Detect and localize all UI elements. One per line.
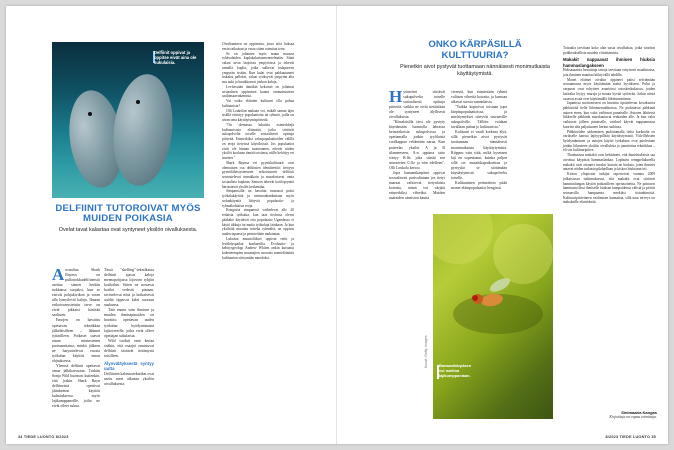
dolphin-eye bbox=[136, 100, 140, 104]
dolphin-photo bbox=[52, 42, 204, 198]
paragraph: Simpanssilla on havaittu runsaasti paitsi työkalukäyttöä ja ravinnonhankintaan myös sodankäyntiä liittyviä populaatio- ja ryhmäkohtaisia eroja. bbox=[222, 189, 294, 208]
paragraph: "Kiinalaisilla tiesi ole pystyty käyttämään luonnolla labrassa keinotekoisia sukupolvissa ja opettamalla jonkin tyylilaisiä vatilkappaa veldenään narua. Kun paiseelas yksilöt A ja B tilanneeseen, A:n oppima taito siirtyy B:lle, joka siirtää sen seuraavien C:lle ja niin edelleen", Olli Loukola kertoo. bbox=[389, 120, 445, 170]
paragraph: Tässä "shelling"-tekniikassa delfiinit ajavat kaloja meenopohjassa lojuvien tyhjiin kotiloihin. Sitten ne nostavat kotilot vedestä pintaan, ravistelevat niitä ja hotkaisevat sisältä tippuvat kalat suoraan suuhunsa. bbox=[104, 268, 154, 308]
paragraph: Wild toidisti emä kertaa sitäkin, että osaajat onnistuvat delfiinit siirtävät tietämystä toisilleen. bbox=[104, 338, 154, 358]
paragraph: Kioton yliopiston tutkijat raportoivat vuonna 2009 julkaistussa tutkimuksessa, että makakit ovat siirtävät hammaslangan käytön poikasilleen opetusotteitta. Ne painuvat hammasta lässi ihmiselle hiuksen hampaidensa välistä ja pitivät seuraavilla hampaansa merkiksi tiotunkimisiä. Kulttuuripiirteineen vaalimisen kannattaa, sillä naut terveys on makakeille elintärkeää. bbox=[563, 172, 655, 205]
fly-wing bbox=[488, 275, 512, 294]
page-folio-right: 8/2023 TIEDE LUONTO 35 bbox=[605, 435, 656, 439]
author-role: Kirjoittaja on vapaa toimittaja. bbox=[609, 415, 657, 419]
article-deck: Pienetkin aivot pystyvät tuottamaan nännäisesti monimutkaista käyttäytymistä. bbox=[400, 64, 550, 77]
photo-caption: Delfiinit oppivat ja oppitse eivät aina ole sukulaisia. bbox=[154, 50, 197, 66]
paragraph: Toisaalta tarvitaan koko alan uusia oivalluksia, jotka vaativat poikkeuksellisia muiden viitoittamista. bbox=[563, 46, 655, 55]
text-column-2 bbox=[451, 90, 507, 191]
subheading: Älynväläyksestä syntyy uutta bbox=[104, 360, 154, 372]
paragraph: "Vaikka kopioivat toistaan jopa kärpäspopulaatioissa, ja mielitymykset siirtyvät seuraaville sukupolville. Tällöin voidaan tavallaan puhua jo kulttuurista." bbox=[451, 105, 507, 130]
article-title: DELFIINIT TUTOROIVAT MYÖS MUIDEN POIKASIA bbox=[55, 203, 201, 225]
left-page bbox=[6, 6, 337, 444]
paragraph: Kulttuuri ei vaadi korkeaa älyä, sillä pienetkin aivot pystyvät tuottamaan nännäisesti monimutkaista käyttäytymistä. Riippuu vain siitä, miltä kyseinen laji on sopeutunut, kuinka paljon sillä on mutatiikapaikoettua ja pystyykö se siirtämään käyttäytymistä sukupolvelta toiselle. bbox=[451, 130, 507, 180]
paragraph: Kongossa simpanssit vaihtelevat alle 20 erilaista työkalua, kun taas tiedossa olevat pääkäkö käyttävät eria populaatio Ugandassa ei käytä tikkuja tai muita työkaluja lainkaan. Ja kun yksilöitä muuttaa toiselta ryhmältä, ne oppivat uuden tapansa ja perinteitään mukanaan. bbox=[222, 208, 294, 236]
paragraph: Se on joltainen myös muun muassa ryhävalaiden kuplakalastusmenetelmään. Siinä valaat uivat laajoissa ympyröissä ja tekevät samalla kuplia, jotka sulkevat kalaparven ympyrän sisään. Kun kalat ovat pakkautuneet tiukaksi palloksi, valaat syöksyvät ympyrän alta suu auki ja hauikkaavat joukon kaloja. bbox=[222, 51, 294, 84]
paragraph: Olli Loukolan mukaan voi, mikäli saman lajin sisällä esiintyy populaatioita tai ryhmiä, joilla on aivan oma käyttäytymispiirteitä. bbox=[222, 108, 294, 122]
paragraph: Thaimaassa makakit ovat kehitäneet, että ihmishiuksista saa oivottua käypäsiä hammaslankaa. Lopburin temppelialueella makakit ovat ottaneet tavaksi koirata ne hiuksia, joten ihmiset antavat niiden tutkusta pikdaellaan ja kiskoa hiuksiaan irti. bbox=[563, 153, 655, 172]
paragraph: "On olemassa lukuisia esimerkkejä kulttuurisista eläimistä, jotka siirtävät sukupolvelta toiselle sosiaalisesti opittuja piirteitä. Esimerkiksi valaspopulaatioiden välillä on eroja tietyissä käytöksissä. Jos populaatiot eivät ole hinnan tuotetannen, ettevät niiden yksilöt kookaan tömää toisiinsa, niille kehittyy eri murteet." bbox=[222, 122, 294, 160]
photo-credit: Kuvat: Getty Images bbox=[424, 335, 428, 368]
article-title: ONKO KÄRPÄSILLÄ KULTTUURIA? bbox=[428, 39, 522, 61]
paragraph: ustralian Shark Baynsa on pullonokkadelfiineistä asettaa sienen herkän nokkansa suojaksi, kun se etsivät pohjakivikon ja soran alla lymyileviä kaloja. Ilmaan erikoisvarusteisiin tarve on eivät pikkaisi käsittää saalisten. bbox=[52, 268, 100, 318]
paragraph: Yleensä delfiinit opettavat omaa jälkikasvuaan. Turkiin Sonja Wild huomasi kuitenkin, että joskin Shark Bayn delfiineistä opettivat jätinkeinon käyttöä kalastuksessa myös lajikumppaneille, joilta ne eivät olleet sukua. bbox=[52, 363, 100, 409]
drop-cap: A bbox=[52, 265, 65, 284]
paragraph: Emojen on havaittu opettavan tekniikkaa jälkeläisilleen – lähinnä tyttärilleen. Poikaset saavat oman mininsienen parisuuntiaina, minkä jälkeen ne harjoittelevat vuosia työkalun käyttöä emon ohjauksessa. bbox=[52, 318, 100, 363]
paragraph: Tätä ennen vain ihmisen ja muiden ihmisapinoiden on havaittu opettavan uuden työkalun hyödyntämistä lajitovereille, jotka eivät olleet opettajan sukulaisia. bbox=[104, 308, 154, 338]
page-folio-left: 34 TIEDE LUONTO 8/2023 bbox=[18, 435, 69, 439]
paragraph: Lukuisat muuttoliikset oppivat reitit ja levähdyspaikat konkareilta. Evoluutio- ja kehitysgeologi Andrew Whiten onkin kutsunut kokeneempien muuttajien suorasta mentelöinästä kulttuurien siirtymään muodoksi. bbox=[222, 236, 294, 260]
paragraph: Hoksaaaaisia havaittuja taitoja tarvitaan erityisesti maailmassa, jota ihminen muuttaa kiihtyvällä tahdilla. bbox=[563, 68, 655, 77]
bokeh bbox=[433, 214, 493, 264]
drop-cap: H bbox=[389, 87, 403, 106]
text-column-1 bbox=[389, 87, 445, 201]
dolphin-eye bbox=[88, 112, 92, 116]
right-page bbox=[337, 6, 668, 444]
paragraph: yönteiset siirtävät sukupolvelta toiselle sosiaalisesti opittuja piirteitä, vaikka ne eivät tietäisikän ole syntyneet älyllisesti oivalluksista. bbox=[389, 90, 445, 120]
fly-eye bbox=[472, 295, 478, 301]
paragraph: Oivaltaminen on oppimista, jossa siitä hoksaa ensin ratkaisun ja vasta sitten toteuttaa teon. bbox=[222, 42, 294, 51]
magazine-spread bbox=[6, 6, 668, 444]
text-column-1 bbox=[52, 265, 100, 409]
paragraph: Levitessään tämäkin keksintö on joltainut sosiaalisen oppimisen kautta ominaisuuteen saaliinsaavuttamista. bbox=[222, 84, 294, 99]
paragraph: Delfiinien kalastustekniikat ovat usein meet alkunsa yksilön oivalluksesta. bbox=[104, 371, 154, 386]
paragraph: Jopa banaanikärpäset oppivat sosiaalisesti parivalintaan jos tietyt naaraat valitsevat tietynlaisia koiraita, nämä voi värjätä esimerkiksi vihreiksi. Muiden naaraiden aineiston kautta bbox=[389, 170, 445, 200]
author-name: Sinimaaria Kangas bbox=[621, 410, 657, 415]
text-column-3 bbox=[563, 46, 655, 205]
bokeh bbox=[493, 224, 553, 284]
photo-caption: Banaanikärpäsen voi mallioa lajikumppaniaan. bbox=[439, 363, 472, 378]
paragraph: Pähkinöiden särkeminen pudottamalla tielta korkealta on varikselle kanssa lajityypillistä käyttäytymistä. Välvillyksien hyödyntäminen ja autojen käyttö työkaluna ovat puolestaan jonkin liikenteen yksilön oivalluksia ja jonnitettua tekniikkaa – eli siis kulttuuripiirre. bbox=[563, 129, 655, 153]
paragraph: Monet eläimet oivaltin oppineet paitsi selviämään seuraamassa myös käyttämään meitä hyväkseen. Pulut ja varpuset ovat rohytteet asuntoissi ostoskeskuksissa, joiden lattioilta löytyy muruja ja muuta hyvää syötävää. Jotkin niistä osaavat avata ovet käyttämällä liiketunnistimia. bbox=[563, 77, 655, 101]
paragraph: Vai voiko eläinten kulttuuri olla puhua kulttuurista? bbox=[222, 99, 294, 108]
paragraph: Kulttuurinen perimätieto pitää monet eläinpopulaatiot hengissä. bbox=[451, 180, 507, 190]
text-column-2 bbox=[104, 268, 154, 387]
text-column-3 bbox=[222, 42, 294, 261]
paragraph: Shark Baynsa eri pyyntikulttuurit ovat olennaisen osa delfiinien identiteettiä: tiettyyn pyyntilähestysteeseen erikoistuneet delfiinit seurustelevat rinnakkain ja muodostavat omia sosiaalisia kuplaan. Samoin tekevät kotiloprynttä harrastavat yksilöt keskenään. bbox=[222, 160, 294, 189]
paragraph: vierestä, kun esimiesään ryhmä valitsen vihreitä koiraita, ja kanssaa alkavat suosia samanlaisia. bbox=[451, 90, 507, 105]
article-deck: Ovelat tavat kalastaa ovat syntyneet yksilön oivalluksesta. bbox=[58, 227, 198, 233]
subheading: Makakit nappaavat ihmisen hiuksia hammaslangakseen bbox=[563, 57, 655, 68]
fruit-fly-photo bbox=[433, 214, 553, 419]
author-signature bbox=[569, 410, 657, 420]
paragraph: Japanissa moiivariseen on havaittu tiputtelevan kovakuoria pähkinöitä tielle liikenneruuhkoissa. Ne pudottavat pähkinät autoen eteen, kun valot vaihtavat punaiselle. Autoten lähtiessä liikkeelle pähkinät murskautuvat renkaiden alle. Ja kun valot vaihtuvat jälleen punaiselle, variksel käyvät nappaamassa kuorien alta paljastuneet herkut suihinsa. bbox=[563, 101, 655, 129]
